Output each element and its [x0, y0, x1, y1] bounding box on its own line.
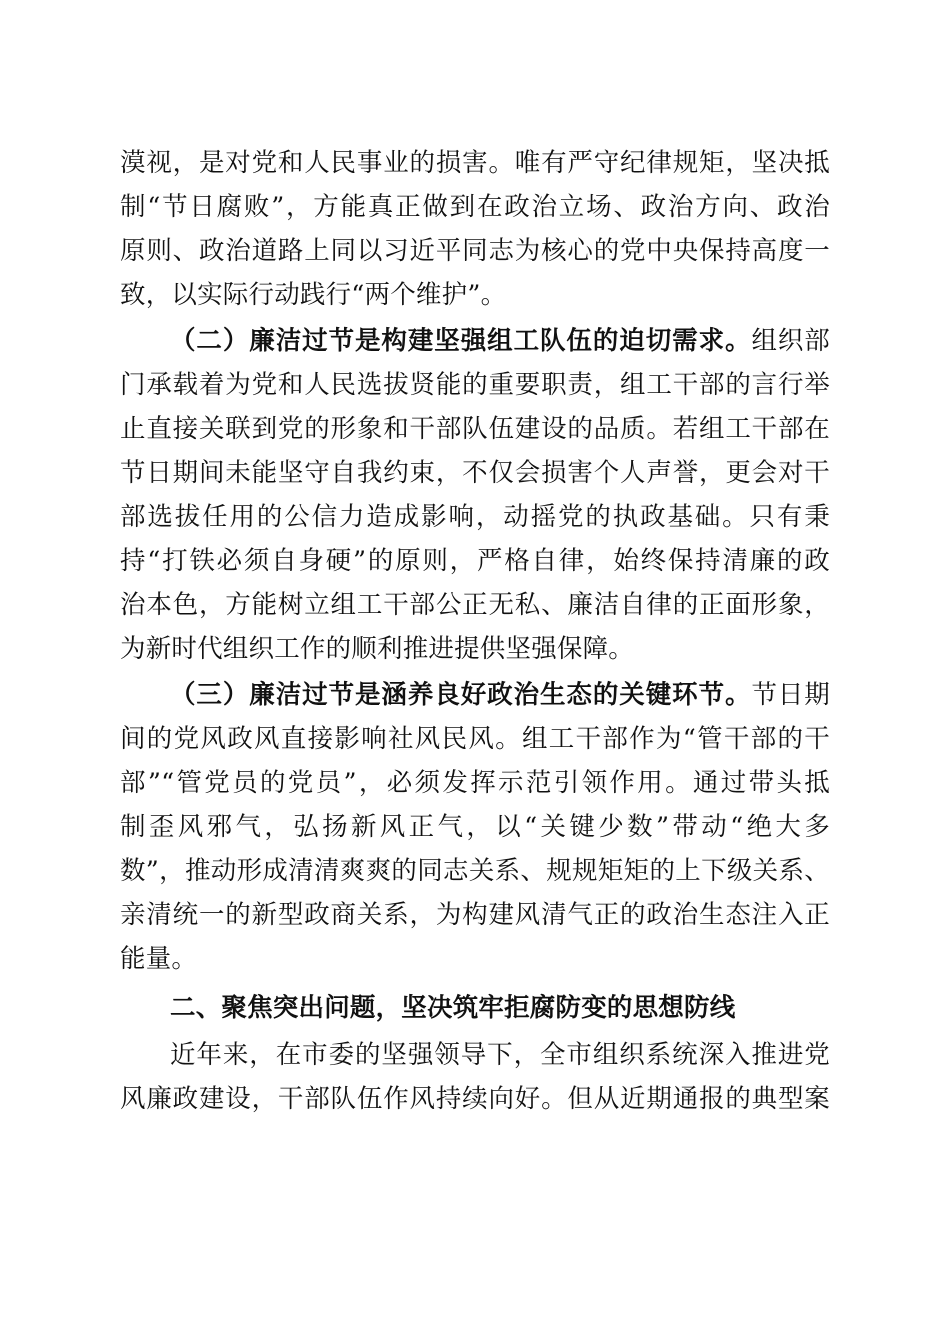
para1-line-3: 原则、政治道路上同以习近平同志为核心的党中央保持高度一: [120, 236, 830, 266]
para3-line-3: 部”“管党员的党员”，必须发挥示范引领作用。通过带头抵: [120, 768, 830, 798]
para2-line-6: 持“打铁必须自身硬”的原则，严格自律，始终保持清廉的政: [120, 546, 830, 576]
para2-line-5: 部选拔任用的公信力造成影响，动摇党的执政基础。只有秉: [120, 502, 830, 532]
para4-line-2: 风廉政建设，干部队伍作风持续向好。但从近期通报的典型案: [120, 1084, 830, 1114]
para3-line-7: 能量。: [120, 944, 198, 974]
para1-line-2: 制“节日腐败”，方能真正做到在政治立场、政治方向、政治: [120, 192, 830, 222]
para3-lead: （三）廉洁过节是涵养良好政治生态的关键环节。: [170, 680, 752, 710]
para2-line1-rest: 组织部: [751, 326, 830, 356]
para2-lead: （二）廉洁过节是构建坚强组工队伍的迫切需求。: [170, 326, 752, 356]
para1-line-1: 漠视，是对党和人民事业的损害。唯有严守纪律规矩，坚决抵: [120, 148, 830, 178]
para3-line-6: 亲清统一的新型政商关系，为构建风清气正的政治生态注入正: [120, 900, 830, 930]
para3-line-5: 数”，推动形成清清爽爽的同志关系、规规矩矩的上下级关系、: [120, 856, 830, 886]
para4-line-1: 近年来，在市委的坚强领导下，全市组织系统深入推进党: [170, 1040, 830, 1070]
para2-line-1: [170, 321, 830, 361]
para2-line-7: 治本色，方能树立组工干部公正无私、廉洁自律的正面形象，: [120, 590, 830, 620]
para1-line-4: 致，以实际行动践行“两个维护”。: [120, 280, 507, 310]
para3-line-4: 制歪风邪气，弘扬新风正气，以“关键少数”带动“绝大多: [120, 812, 830, 842]
para2-line-4: 节日期间未能坚守自我约束，不仅会损害个人声誉，更会对干: [120, 458, 830, 488]
para3-line1-rest: 节日期: [751, 680, 830, 710]
para3-line-1: [170, 675, 830, 715]
para2-line-3: 止直接关联到党的形象和干部队伍建设的品质。若组工干部在: [120, 414, 830, 444]
section-heading: 二、聚焦突出问题，坚决筑牢拒腐防变的思想防线: [170, 993, 736, 1023]
para2-line-2: 门承载着为党和人民选拔贤能的重要职责，组工干部的言行举: [120, 370, 830, 400]
para2-line-8: 为新时代组织工作的顺利推进提供坚强保障。: [120, 634, 635, 664]
para3-line-2: 间的党风政风直接影响社风民风。组工干部作为“管干部的干: [120, 724, 830, 754]
